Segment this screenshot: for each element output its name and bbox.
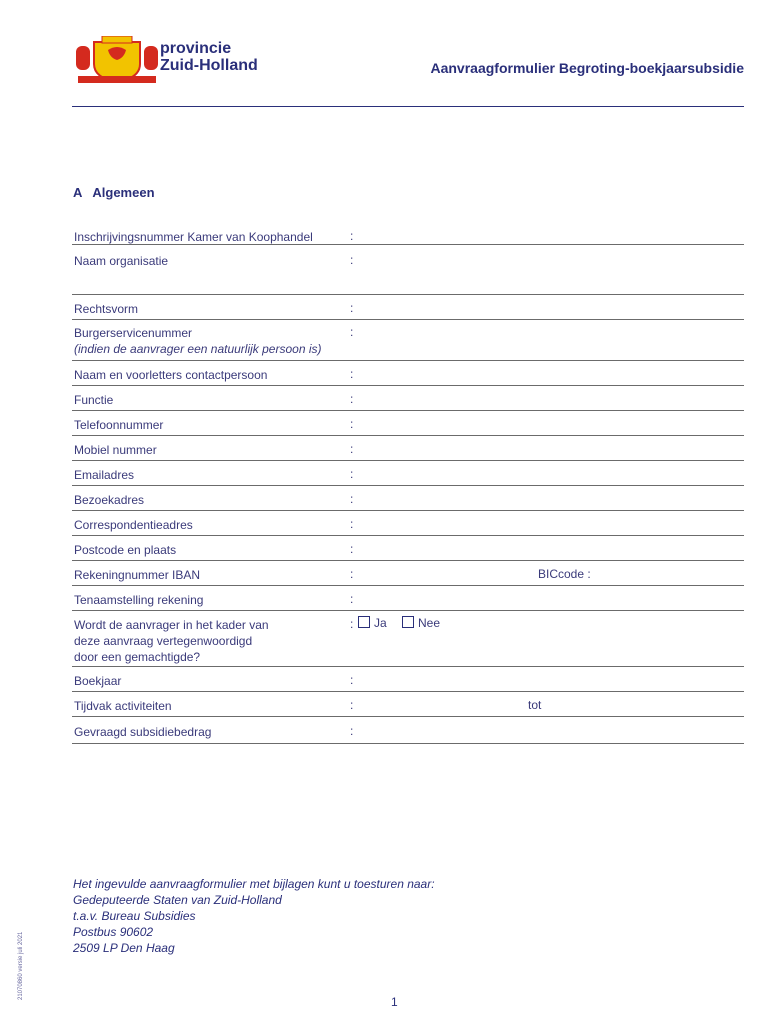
address-line-4: 2509 LP Den Haag — [73, 941, 175, 955]
field-label — [74, 325, 321, 357]
field-functie[interactable] — [72, 386, 744, 411]
gemachtigde-line-1: Wordt de aanvrager in het kader van — [74, 618, 269, 632]
field-colon: : — [350, 517, 354, 531]
section-letter: A — [73, 185, 83, 200]
gemachtigde-line-3: door een gemachtigde? — [74, 650, 201, 664]
field-bsn[interactable] — [72, 320, 744, 361]
field-label: Naam organisatie — [74, 254, 169, 268]
field-postcode[interactable] — [72, 536, 744, 561]
address-line-1: Gedeputeerde Staten van Zuid-Holland — [73, 893, 282, 907]
field-label: Emailadres — [74, 468, 135, 482]
field-naam-organisatie[interactable] — [72, 245, 744, 295]
field-bezoekadres[interactable] — [72, 486, 744, 511]
field-contactpersoon[interactable] — [72, 361, 744, 386]
option-ja-label: Ja — [374, 616, 387, 630]
field-colon: : — [350, 325, 354, 339]
field-colon: : — [350, 229, 354, 243]
bsn-label: Burgerservicenummer — [74, 326, 193, 340]
field-colon: : — [350, 492, 354, 506]
document-version-id: 21070860 versie juli 2021 — [18, 931, 24, 1000]
general-form — [72, 226, 744, 744]
field-tijdvak[interactable] — [72, 692, 744, 717]
field-label: Gevraagd subsidiebedrag — [74, 725, 212, 739]
field-colon: : — [350, 467, 354, 481]
field-rechtsvorm[interactable] — [72, 295, 744, 320]
option-ja[interactable] — [358, 616, 387, 630]
mailing-address — [73, 876, 435, 956]
field-subsidiebedrag[interactable] — [72, 717, 744, 744]
field-colon: : — [350, 617, 354, 631]
field-colon: : — [350, 698, 354, 712]
field-colon: : — [350, 417, 354, 431]
address-line-3: Postbus 90602 — [73, 925, 154, 939]
field-colon: : — [350, 367, 354, 381]
checkbox-nee[interactable] — [402, 616, 414, 628]
field-label: Telefoonnummer — [74, 418, 164, 432]
field-iban[interactable] — [72, 561, 744, 586]
page-header — [72, 36, 744, 107]
field-label — [74, 617, 269, 665]
address-intro: Het ingevulde aanvraagformulier met bijlagen kunt u toesturen naar: — [73, 877, 435, 891]
field-label: Tenaamstelling rekening — [74, 593, 204, 607]
bsn-note: (indien de aanvrager een natuurlijk persoon is) — [74, 342, 322, 356]
field-label: Rechtsvorm — [74, 302, 139, 316]
field-label: Functie — [74, 393, 114, 407]
field-colon: : — [350, 724, 354, 738]
field-label: Mobiel nummer — [74, 443, 157, 457]
field-tenaamstelling[interactable] — [72, 586, 744, 611]
field-kvk[interactable] — [72, 226, 744, 245]
section-title: Algemeen — [92, 185, 155, 200]
option-nee[interactable] — [402, 616, 440, 630]
gemachtigde-line-2: deze aanvraag vertegenwoordigd — [74, 634, 253, 648]
checkbox-ja[interactable] — [358, 616, 370, 628]
field-colon: : — [350, 301, 354, 315]
field-label: Tijdvak activiteiten — [74, 699, 172, 713]
field-boekjaar[interactable] — [72, 667, 744, 692]
field-label: Naam en voorletters contactpersoon — [74, 368, 268, 382]
address-line-2: t.a.v. Bureau Subsidies — [73, 909, 196, 923]
field-colon: : — [350, 442, 354, 456]
field-label: Correspondentieadres — [74, 518, 193, 532]
field-colon: : — [350, 253, 354, 267]
field-telefoon[interactable] — [72, 411, 744, 436]
bic-label: BICcode : — [538, 567, 591, 581]
logo-wordmark — [160, 40, 258, 74]
field-colon: : — [350, 592, 354, 606]
section-heading — [73, 185, 165, 200]
field-colon: : — [350, 567, 354, 581]
provincie-logo — [72, 36, 162, 88]
logo-line-1: provincie — [160, 40, 232, 57]
field-colon: : — [350, 542, 354, 556]
field-email[interactable] — [72, 461, 744, 486]
field-label: Boekjaar — [74, 674, 122, 688]
logo-line-2: Zuid-Holland — [160, 57, 258, 74]
field-label: Postcode en plaats — [74, 543, 177, 557]
field-colon: : — [350, 392, 354, 406]
field-label: Rekeningnummer IBAN — [74, 568, 201, 582]
document-title: Aanvraagformulier Begroting-boekjaarsubsidie — [430, 60, 744, 76]
field-label: Inschrijvingsnummer Kamer van Koophandel — [74, 230, 313, 244]
field-gemachtigde — [72, 611, 744, 667]
field-label: Bezoekadres — [74, 493, 145, 507]
option-nee-label: Nee — [418, 616, 441, 630]
field-correspondentieadres[interactable] — [72, 511, 744, 536]
tot-label: tot — [528, 698, 542, 712]
field-mobiel[interactable] — [72, 436, 744, 461]
page-number: 1 — [391, 995, 398, 1009]
field-colon: : — [350, 673, 354, 687]
